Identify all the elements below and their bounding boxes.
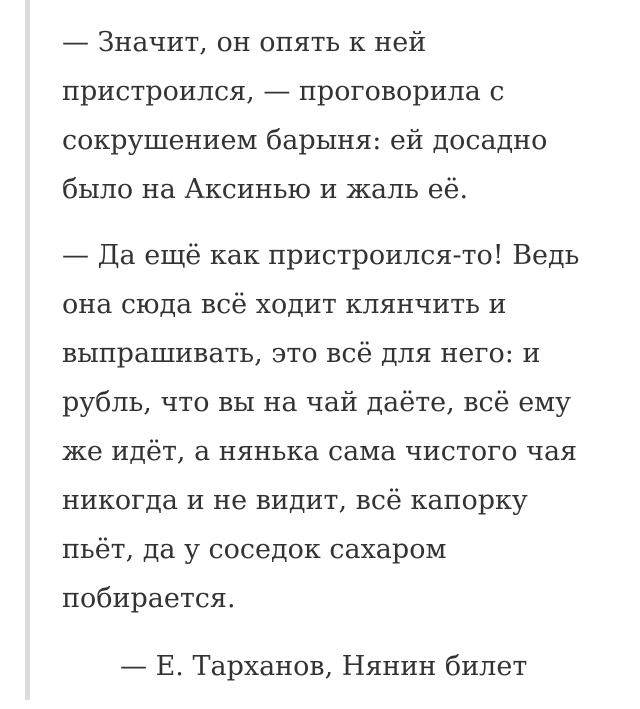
quote-line: пьёт, да у соседок сахаром [62, 534, 447, 565]
quote-line: побирается. [62, 583, 236, 614]
quote-line: выпрашивать, это всё для него: и [62, 338, 541, 369]
quote-line: — Да ещё как пристроился-то! Ведь [62, 240, 580, 271]
quote-line: же идёт, а нянька сама чистого чая [62, 436, 578, 467]
quote-line: — Значит, он опять к ней [62, 27, 427, 58]
quote-line: сокрушением барыня: ей досадно [62, 125, 548, 156]
quote-line: было на Аксинью и жаль её. [62, 174, 469, 205]
blockquote-border [25, 0, 30, 700]
quote-line: пристроился, — проговорила с [62, 76, 505, 107]
quote-paragraph-1 [62, 18, 622, 214]
quote-paragraph-2 [62, 231, 622, 623]
quote-line: она сюда всё ходит клянчить и [62, 289, 507, 320]
quote-line: рубль, что вы на чай даёте, всё ему [62, 387, 572, 418]
blockquote [62, 18, 622, 623]
quote-line: никогда и не видит, всё капорку [62, 485, 528, 516]
quote-citation: — Е. Тарханов, Нянин билет [120, 651, 528, 682]
